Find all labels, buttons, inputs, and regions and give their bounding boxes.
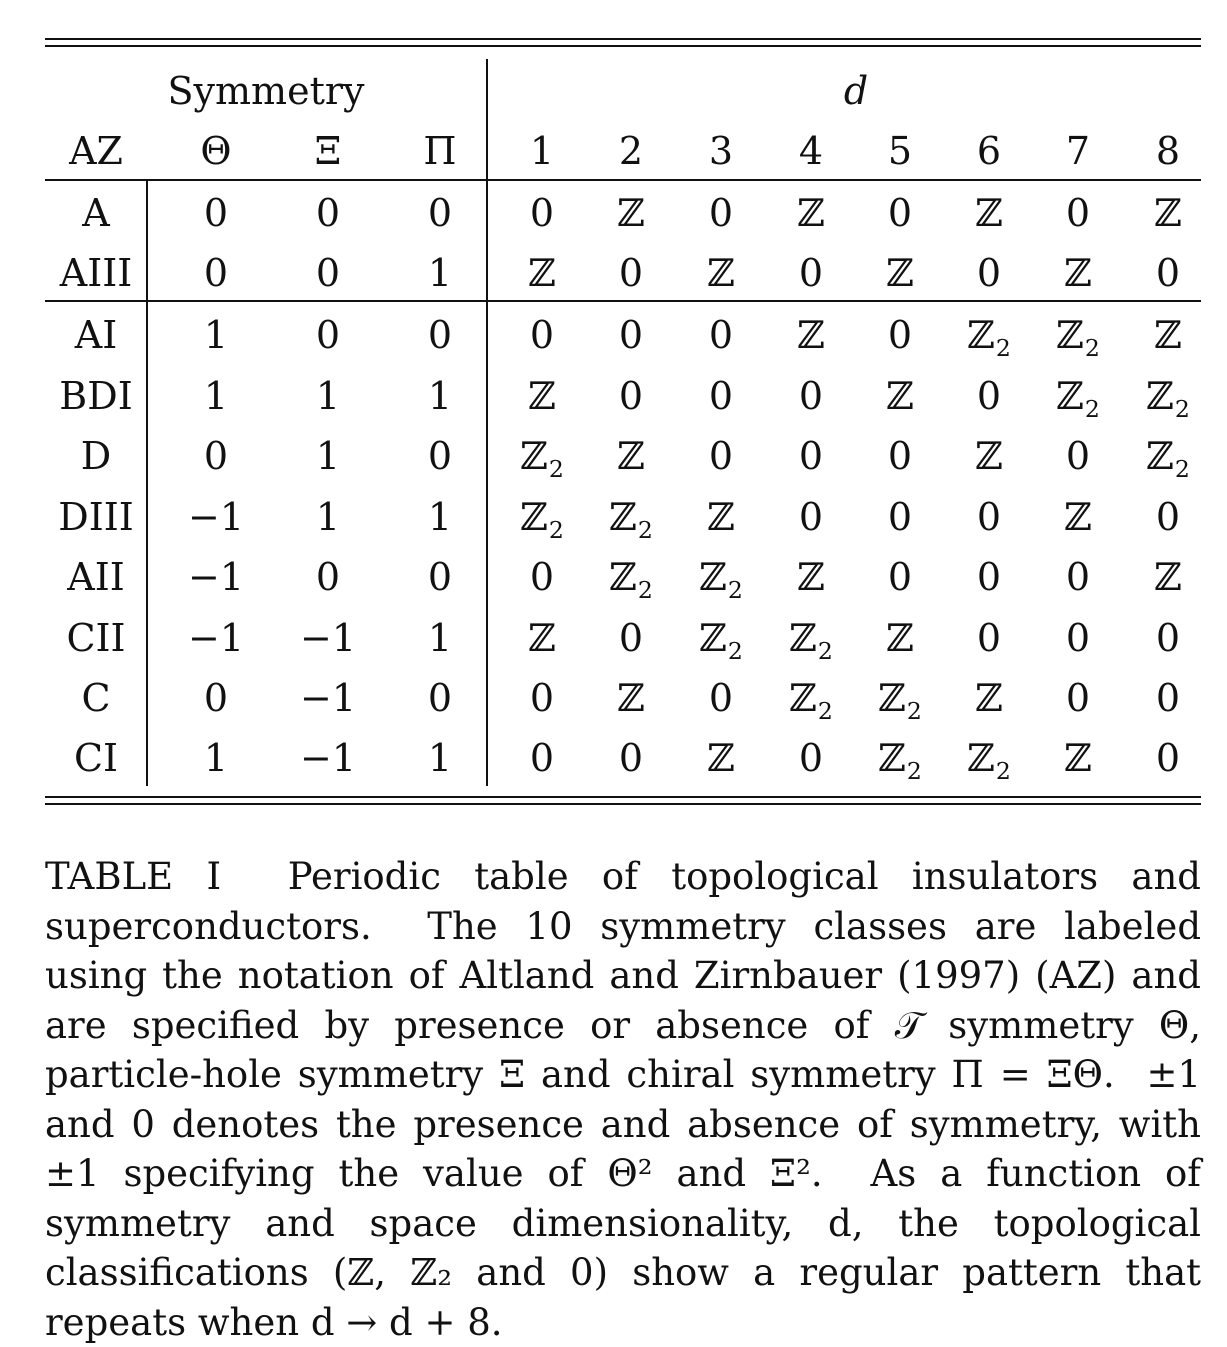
bottom-rule-2 — [45, 803, 1201, 805]
table-cell: 0 — [1065, 676, 1091, 720]
table-cell: ℤ$_2$ — [609, 495, 653, 544]
column-header: AZ — [69, 129, 123, 173]
table-cell: ℤ — [617, 191, 645, 235]
symmetry-group-header: Symmetry — [167, 69, 365, 113]
table-cell: ℤ — [886, 251, 914, 295]
table-cell: 0 — [315, 191, 341, 235]
column-header: 6 — [976, 129, 1002, 173]
table-cell: 0 — [618, 313, 644, 357]
table-cell: 0 — [618, 616, 644, 660]
table-cell: 0 — [708, 676, 734, 720]
az-class-label: AI — [74, 313, 118, 357]
table-cell: ℤ — [1154, 555, 1182, 599]
table-cell: 0 — [798, 434, 824, 478]
column-header: 8 — [1155, 129, 1181, 173]
table-cell: ℤ$_2$ — [1146, 434, 1190, 483]
table-cell: −1 — [299, 736, 357, 780]
table-cell: −1 — [187, 616, 245, 660]
table-cell: 0 — [529, 191, 555, 235]
table-cell: 0 — [887, 434, 913, 478]
table-cell: 0 — [887, 495, 913, 539]
table-cell: 0 — [315, 555, 341, 599]
table-cell: 0 — [1155, 676, 1181, 720]
az-class-label: CI — [73, 736, 119, 780]
table-cell: 0 — [708, 191, 734, 235]
table-cell: ℤ$_2$ — [1056, 374, 1100, 423]
table-cell: ℤ$_2$ — [878, 676, 922, 725]
table-cell: ℤ — [707, 495, 735, 539]
table-cell: 0 — [1155, 736, 1181, 780]
table-cell: 0 — [427, 434, 453, 478]
table-cell: 0 — [203, 434, 229, 478]
table-cell: ℤ — [617, 676, 645, 720]
table-cell: 0 — [708, 313, 734, 357]
table-cell: 1 — [315, 374, 341, 418]
table-cell: ℤ$_2$ — [699, 616, 743, 665]
table-cell: ℤ — [1154, 313, 1182, 357]
az-class-label: A — [82, 191, 110, 235]
table-cell: ℤ — [707, 736, 735, 780]
table-cell: 1 — [427, 736, 453, 780]
table-cell: ℤ — [707, 251, 735, 295]
table-cell: ℤ$_2$ — [967, 736, 1011, 785]
table-cell: 1 — [203, 374, 229, 418]
table-cell: ℤ — [797, 313, 825, 357]
column-header: 4 — [798, 129, 824, 173]
table-cell: 0 — [618, 374, 644, 418]
az-class-label: CII — [66, 616, 126, 660]
table-cell: 0 — [976, 251, 1002, 295]
column-header: Θ — [200, 129, 232, 173]
table-cell: 0 — [529, 676, 555, 720]
table-cell: ℤ — [975, 434, 1003, 478]
table-cell: ℤ$_2$ — [789, 616, 833, 665]
table-cell: ℤ$_2$ — [520, 434, 564, 483]
az-class-label: BDI — [59, 374, 133, 418]
table-cell: 1 — [427, 616, 453, 660]
table-cell: ℤ — [886, 374, 914, 418]
table-cell: −1 — [187, 495, 245, 539]
table-cell: 0 — [427, 676, 453, 720]
table-cell: ℤ — [617, 434, 645, 478]
table-cell: 0 — [1155, 251, 1181, 295]
table-cell: 1 — [315, 495, 341, 539]
table-cell: 0 — [798, 495, 824, 539]
table-cell: 0 — [529, 736, 555, 780]
table-cell: 0 — [1065, 191, 1091, 235]
table-cell: 1 — [203, 313, 229, 357]
table-cell: ℤ — [1064, 736, 1092, 780]
az-class-label: AII — [67, 555, 125, 599]
table-cell: ℤ — [797, 191, 825, 235]
az-class-label: DIII — [58, 495, 134, 539]
table-cell: 0 — [708, 374, 734, 418]
table-cell: −1 — [187, 555, 245, 599]
column-header: 7 — [1065, 129, 1091, 173]
table-cell: 0 — [976, 616, 1002, 660]
column-header: 2 — [618, 129, 644, 173]
table-cell: 0 — [427, 313, 453, 357]
table-cell: 0 — [315, 313, 341, 357]
table-cell: 0 — [798, 374, 824, 418]
table-cell: ℤ — [975, 676, 1003, 720]
table-caption: TABLE I Periodic table of topological insulators and superconductors. The 10 symmetry classes are labeled using the notation of Altland and Zirnbauer (1997) (AZ) and are specified by presence or absence of 𝒯 symmetry Θ, particle-hole symmetry Ξ and chiral symmetry Π = ΞΘ. ±1 and 0 denotes the presence and absence of symmetry, with ±1 specifying the value of Θ² and Ξ². As a function of symmetry and space dimensionality, d, the topological classifications (ℤ, ℤ₂ and 0) show a regular pattern that repeats when d → d + 8. — [45, 855, 1213, 1344]
column-header: Π — [423, 129, 457, 173]
table-cell: 0 — [618, 736, 644, 780]
table-cell: ℤ — [1154, 191, 1182, 235]
table-cell: ℤ — [886, 616, 914, 660]
table-cell: ℤ$_2$ — [699, 555, 743, 604]
table-cell: 1 — [427, 495, 453, 539]
bottom-rule-1 — [45, 796, 1201, 798]
table-cell: ℤ$_2$ — [1056, 313, 1100, 362]
az-class-label: C — [81, 676, 111, 720]
table-cell: 0 — [618, 251, 644, 295]
table-cell: 0 — [427, 191, 453, 235]
table-cell: ℤ — [528, 251, 556, 295]
az-class-label: D — [80, 434, 112, 478]
table-cell: 0 — [529, 555, 555, 599]
table-cell: 0 — [1065, 555, 1091, 599]
table-cell: 0 — [315, 251, 341, 295]
table-cell: ℤ — [528, 616, 556, 660]
top-rule-2 — [45, 45, 1201, 47]
table-cell: 1 — [427, 251, 453, 295]
table-cell: 0 — [976, 374, 1002, 418]
table-cell: −1 — [299, 616, 357, 660]
table-cell: 0 — [798, 736, 824, 780]
az-class-label: AIII — [59, 251, 133, 295]
table-cell: ℤ — [528, 374, 556, 418]
table-cell: 0 — [887, 191, 913, 235]
column-header: 1 — [529, 129, 555, 173]
table-cell: 0 — [203, 676, 229, 720]
table-cell: ℤ$_2$ — [878, 736, 922, 785]
table-cell: ℤ$_2$ — [967, 313, 1011, 362]
table-cell: 0 — [427, 555, 453, 599]
table-cell: 0 — [203, 191, 229, 235]
table-cell: 1 — [315, 434, 341, 478]
table-cell: 0 — [887, 313, 913, 357]
table-cell: ℤ$_2$ — [1146, 374, 1190, 423]
table-cell: 1 — [427, 374, 453, 418]
table-cell: ℤ$_2$ — [609, 555, 653, 604]
table-cell: 0 — [1065, 616, 1091, 660]
table-cell: 0 — [976, 495, 1002, 539]
table-cell: ℤ — [797, 555, 825, 599]
table-cell: 0 — [1065, 434, 1091, 478]
table-cell: ℤ — [1064, 495, 1092, 539]
table-cell: ℤ$_2$ — [520, 495, 564, 544]
table-cell: 0 — [203, 251, 229, 295]
column-header: 5 — [887, 129, 913, 173]
column-header: Ξ — [314, 129, 342, 173]
table-cell: 0 — [1155, 495, 1181, 539]
table-cell: ℤ — [975, 191, 1003, 235]
table-cell: 0 — [529, 313, 555, 357]
column-header: 3 — [708, 129, 734, 173]
table-cell: 0 — [976, 555, 1002, 599]
table-cell: −1 — [299, 676, 357, 720]
table-cell: 0 — [887, 555, 913, 599]
table-cell: 0 — [1155, 616, 1181, 660]
table-cell: 0 — [708, 434, 734, 478]
top-rule-1 — [45, 38, 1201, 40]
dimension-group-header: d — [843, 69, 869, 113]
table-cell: ℤ$_2$ — [789, 676, 833, 725]
table-cell: ℤ — [1064, 251, 1092, 295]
table-cell: 0 — [798, 251, 824, 295]
table-cell: 1 — [203, 736, 229, 780]
